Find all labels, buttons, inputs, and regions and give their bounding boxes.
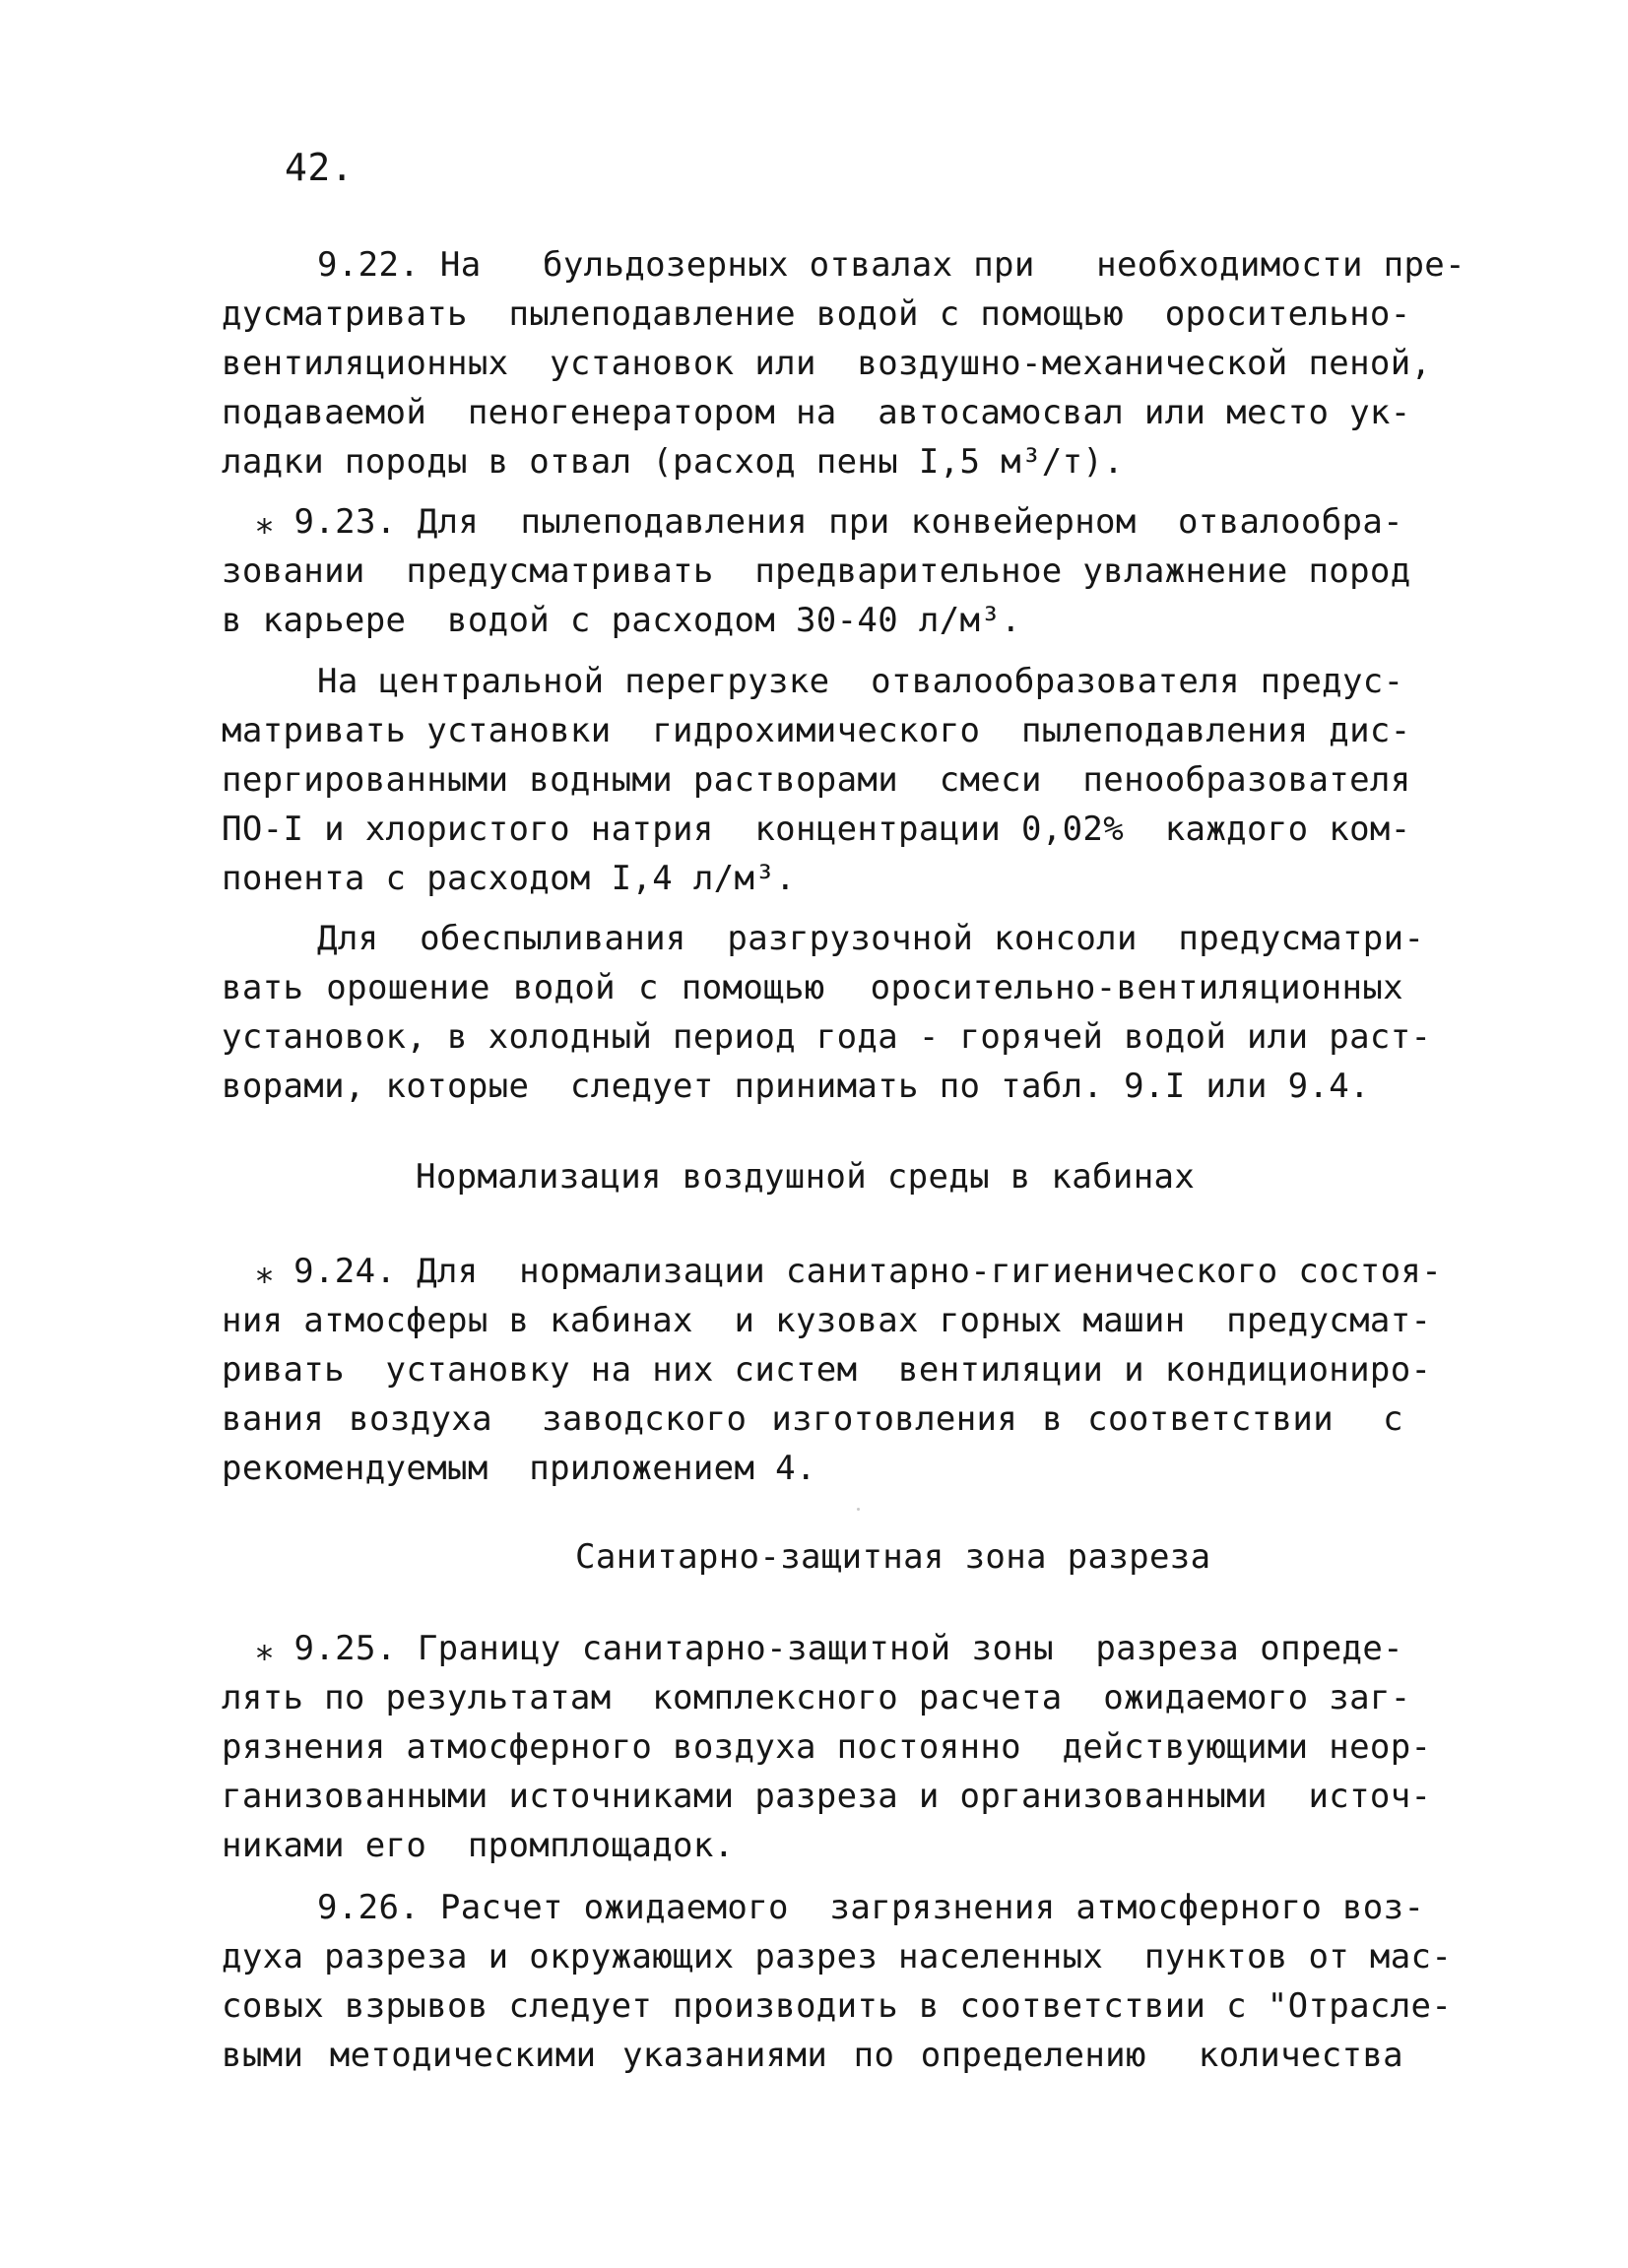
paragraph-unloading-console-line-1: Для обеспыливания разгрузочной консоли предусматри- [317,919,1425,958]
paragraph-central-transfer-line-3: пергированными водными растворами смеси пенообразователя [222,760,1411,800]
paragraph-9-24-line-1: ⁎ 9.24. Для нормализации санитарно-гигиенического состоя- [256,1252,1443,1291]
paragraph-9-25-line-2: лять по результатам комплексного расчета ожидаемого заг- [222,1678,1411,1717]
section-heading-sanitary-zone: Санитарно-защитная зона разреза [575,1537,1211,1577]
paragraph-9-22-line-1: 9.22. На бульдозерных отвалах при необходимости пре- [317,245,1465,285]
scan-speck [857,1508,860,1511]
paragraph-9-24-line-2: ния атмосферы в кабинах и кузовах горных машин предусмат- [222,1301,1432,1340]
paragraph-9-24-line-3: ривать установку на них систем вентиляции и кондициониро- [222,1350,1432,1390]
paragraph-9-25-line-5: никами его промплощадок. [222,1826,735,1865]
paragraph-9-26-line-3: совых взрывов следует производить в соответствии с "Отрасле- [222,1986,1453,2026]
section-heading-cabins: Нормализация воздушной среды в кабинах [416,1157,1196,1197]
paragraph-9-23-line-2: зовании предусматривать предварительное увлажнение пород [222,551,1411,591]
paragraph-9-22-line-4: подаваемой пеногенератором на автосамосвал или место ук- [222,393,1411,432]
paragraph-9-26-line-4: выми методическими указаниями по определению количества [222,2036,1403,2075]
paragraph-9-23-line-3: в карьере водой с расходом 30-40 л/м³. [222,601,1021,640]
paragraph-9-25-line-4: ганизованными источниками разреза и организованными источ- [222,1777,1432,1816]
paragraph-unloading-console-line-3: установок, в холодный период года - горячей водой или раст- [222,1017,1432,1057]
paragraph-unloading-console-line-2: вать орошение водой с помощью оросительно-вентиляционных [222,968,1403,1007]
paragraph-9-22-line-2: дусматривать пылеподавление водой с помощью оросительно- [222,294,1411,334]
paragraph-9-24-line-5: рекомендуемым приложением 4. [222,1449,816,1488]
paragraph-9-25-line-1: ⁎ 9.25. Границу санитарно-защитной зоны разреза опреде- [256,1629,1403,1668]
paragraph-central-transfer-line-5: понента с расходом I,4 л/м³. [222,859,796,898]
paragraph-central-transfer-line-2: матривать установки гидрохимического пылеподавления дис- [222,711,1411,750]
paragraph-central-transfer-line-1: На центральной перегрузке отвалообразователя предус- [317,662,1404,701]
paragraph-9-26-line-1: 9.26. Расчет ожидаемого загрязнения атмосферного воз- [317,1888,1425,1927]
paragraph-unloading-console-line-4: ворами, которые следует принимать по табл. 9.I или 9.4. [222,1067,1370,1106]
paragraph-9-22-line-3: вентиляционных установок или воздушно-механической пеной, [222,344,1432,383]
paragraph-9-24-line-4: вания воздуха заводского изготовления в соответствии с [222,1399,1403,1439]
paragraph-9-25-line-3: рязнения атмосферного воздуха постоянно действующими неор- [222,1727,1432,1767]
paragraph-central-transfer-line-4: ПО-I и хлористого натрия концентрации 0,02% каждого ком- [222,810,1411,849]
paragraph-9-22-line-5: ладки породы в отвал (расход пены I,5 м³/т). [222,442,1125,482]
paragraph-9-23-line-1: ⁎ 9.23. Для пылеподавления при конвейерном отвалообра- [256,502,1403,542]
paragraph-9-26-line-2: духа разреза и окружающих разрез населенных пунктов от мас- [222,1937,1453,1976]
page-number: 42. [285,146,355,189]
